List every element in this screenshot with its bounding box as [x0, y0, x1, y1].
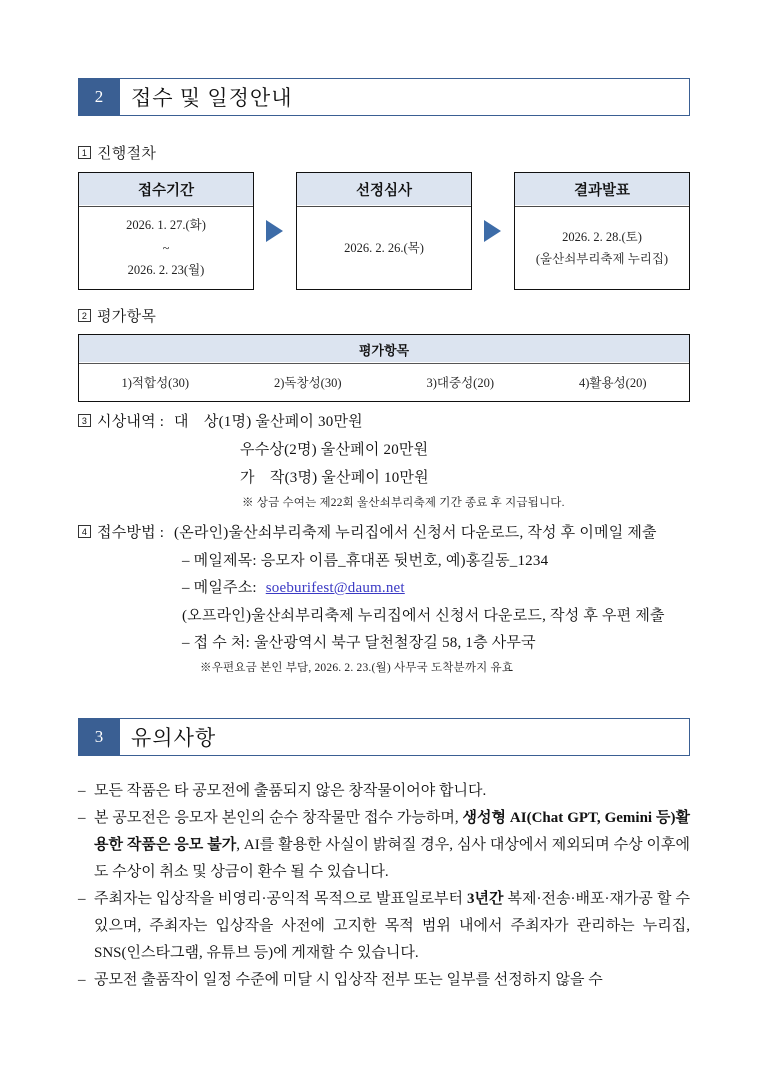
notice-3-part-2: 복제·전송·배포·재가공 할 수있으며, 주최자는 입상작을 사전에 고지한 목적 범위 내에서 주최자가 관리하는 누리집, SNS(인스타그램, 유튜브 등)에 게재할 수 있습니다.	[94, 891, 690, 961]
award-honorable: 가 작(3명) 울산페이 10만원	[240, 470, 429, 486]
arrow-right-icon-1	[266, 220, 283, 242]
awards-note: ※ 상금 수여는 제22회 울산쇠부리축제 기간 종료 후 지급됩니다.	[242, 497, 565, 509]
flow-box-screening-title: 선정심사	[297, 173, 471, 207]
flow-box-result-body	[515, 207, 689, 290]
apply-offline-line: (오프라인)울산쇠부리축제 누리집에서 신청서 다운로드, 작성 후 우편 제출	[182, 608, 665, 624]
section-header-3	[78, 718, 690, 756]
notice-2-part-2: , AI를 활용한 사실이 밝혀질 경우, 심사 대상에서 제외되며 수상 이후에도 수상이 취소 및 상금이 환수 될 수 있습니다.	[94, 837, 690, 880]
table-row	[79, 364, 689, 401]
section-title-3: 유의사항	[131, 726, 217, 750]
flow-box-screening-body	[297, 207, 471, 290]
marker-2: 2	[78, 309, 91, 322]
section-title-box-2	[120, 78, 690, 116]
awards-label: 시상내역 :	[97, 414, 165, 430]
marker-3: 3	[78, 414, 91, 427]
notice-3-part-0: 주최자는 입상작을 비영리·공익적 목적으로 발표일로부터	[94, 891, 467, 907]
subhead-procedure	[78, 142, 156, 163]
flow-box-reception-body	[79, 207, 253, 290]
apply-label-row	[78, 521, 657, 542]
flow-box-result-title: 결과발표	[515, 173, 689, 207]
section-number-2: 2	[78, 78, 120, 116]
flow-box-result	[514, 172, 690, 290]
subhead-procedure-label: 진행절차	[97, 146, 157, 162]
schedule-flowchart	[78, 172, 690, 290]
criteria-cell-3: 3)대중성(20)	[426, 376, 494, 390]
award-excellence: 우수상(2명) 울산페이 20만원	[240, 442, 429, 458]
notice-dash: –	[78, 891, 86, 907]
section-header-2	[78, 78, 690, 116]
apply-mail-address-label: – 메일주소:	[182, 580, 257, 596]
notice-dash: –	[78, 972, 86, 988]
notice-text-3	[94, 886, 690, 967]
list-item	[78, 805, 690, 886]
notice-text-4	[94, 967, 690, 994]
section-title-2: 접수 및 일정안내	[131, 86, 293, 110]
result-venue: (울산쇠부리축제 누리집)	[535, 252, 669, 266]
reception-date-end: 2026. 2. 23(월)	[127, 263, 205, 278]
apply-online-line: (온라인)울산쇠부리축제 누리집에서 신청서 다운로드, 작성 후 이메일 제출	[174, 525, 657, 541]
notice-text-2	[94, 805, 690, 886]
email-link[interactable]: soeburifest@daum.net	[265, 580, 405, 596]
flow-box-reception	[78, 172, 254, 290]
reception-date-tilde: ~	[162, 240, 170, 255]
section-number-3: 3	[78, 718, 120, 756]
criteria-cell-2: 2)독창성(30)	[274, 376, 342, 390]
flow-box-screening	[296, 172, 472, 290]
notice-2-part-0: 본 공모전은 응모자 본인의 순수 창작물만 접수 가능하며,	[94, 810, 463, 826]
apply-office-line: – 접 수 처: 울산광역시 북구 달천철장길 58, 1층 사무국	[182, 635, 536, 651]
award-grand: 대 상(1명) 울산페이 30만원	[174, 414, 363, 430]
evaluation-criteria-table	[78, 334, 690, 402]
arrow-right-icon-2	[484, 220, 501, 242]
notice-4-part-0: 공모전 출품작이 일정 수준에 미달 시 입상작 전부 또는 일부를 선정하지 않을 수	[94, 972, 603, 988]
marker-4: 4	[78, 525, 91, 538]
apply-label: 접수방법 :	[97, 525, 165, 541]
list-item	[78, 967, 690, 994]
reception-date-start: 2026. 1. 27.(화)	[126, 218, 206, 233]
list-item	[78, 778, 690, 805]
apply-office-note: ※우편요금 본인 부담, 2026. 2. 23.(월) 사무국 도착분까지 유효	[200, 662, 514, 674]
apply-mail-subject: – 메일제목: 응모자 이름_휴대폰 뒷번호, 예)홍길동_1234	[182, 553, 549, 569]
notice-list	[78, 778, 690, 994]
criteria-cell-1: 1)적합성(30)	[121, 376, 189, 390]
notice-1-part-0: 모든 작품은 타 공모전에 출품되지 않은 창작물이어야 합니다.	[94, 783, 487, 799]
evaluation-table-header: 평가항목	[79, 335, 689, 364]
list-item	[78, 886, 690, 967]
criteria-cell-4: 4)활용성(20)	[579, 376, 647, 390]
marker-1: 1	[78, 146, 91, 159]
notice-text-1	[94, 778, 690, 805]
subhead-criteria	[78, 305, 156, 326]
notice-2-part-1-bold: 생성형 AI(Chat GPT, Gemini 등)활용한 작품은 응모 불가	[94, 810, 691, 853]
section-title-box-3	[120, 718, 690, 756]
flow-box-reception-title: 접수기간	[79, 173, 253, 207]
apply-mail-address-row	[182, 576, 405, 597]
result-date: 2026. 2. 28.(토)	[562, 229, 642, 244]
subhead-criteria-label: 평가항목	[97, 309, 157, 325]
notice-dash: –	[78, 783, 86, 799]
notice-dash: –	[78, 810, 86, 826]
screening-date: 2026. 2. 26.(목)	[344, 240, 424, 255]
notice-3-part-1-bold: 3년간	[466, 891, 504, 907]
awards-label-row	[78, 410, 363, 431]
